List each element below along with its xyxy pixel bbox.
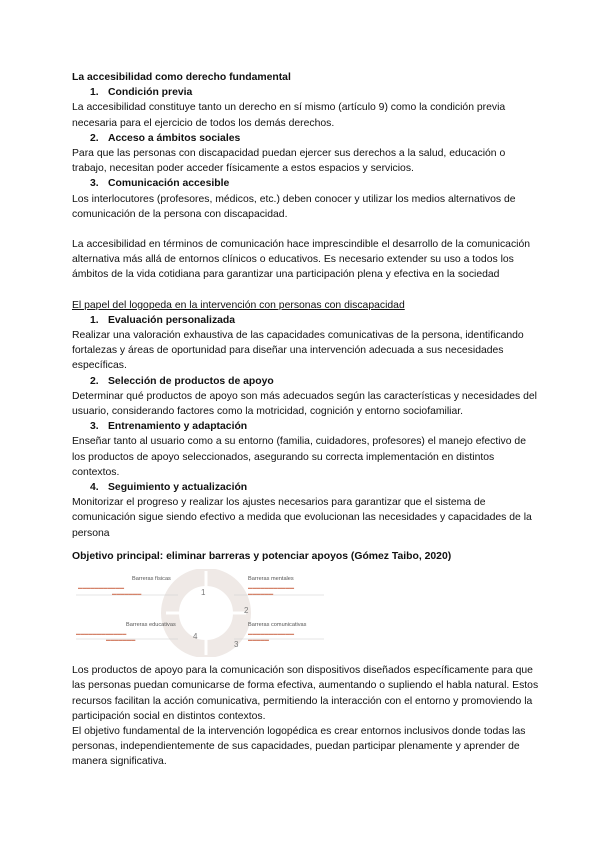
s2-item-1-heading: 1. Evaluación personalizada — [90, 314, 236, 326]
diagram-sub-text: ▬▬▬▬▬▬▬▬▬▬▬ — [78, 585, 125, 591]
cycle-number-3: 3 — [234, 640, 239, 650]
s2-item-3-text: Enseñar tanto al usuario como a su entorno (familia, cuidadores, profesores) el manejo efectivo de los productos de apoyo seleccionados, asegurando su correcta implementación en distintos contextos. — [72, 436, 526, 478]
s2-item-4-heading: 4. Seguimiento y actualización — [90, 482, 248, 494]
barriers-cycle-diagram — [72, 569, 328, 657]
section-title-accesibilidad: La accesibilidad como derecho fundamental — [72, 72, 291, 83]
s3-paragraph-1: Los productos de apoyo para la comunicación son dispositivos diseñados específicamente para que las personas puedan comunicarse de forma efectiva, aumentando o supliendo el habla natural. Estos recursos facilitan la acción comunicativa, permitiendo la interacción con el entorno y promoviendo la participación social en distintos contextos. — [72, 665, 539, 722]
s2-item-3-heading: 3. Entrenamiento y adaptación — [90, 421, 248, 433]
s1-item-3-heading: 3. Comunicación accesible — [90, 178, 230, 190]
s1-item-1-text: La accesibilidad constituye tanto un derecho en sí mismo (artículo 9) como la condición previa necesaria para el ejercicio de todos los demás derechos. — [72, 102, 506, 129]
s2-item-4-text: Monitorizar el progreso y realizar los ajustes necesarios para garantizar que el sistema de comunicación sigue siendo efectivo a medida que evolucionan las necesidades y capacidades de la persona — [72, 497, 532, 539]
s3-paragraph-2: El objetivo fundamental de la intervención logopédica es crear entornos inclusivos donde todas las personas, independientemente de sus capacidades, puedan participar plenamente y aprender de manera significativa. — [72, 725, 526, 768]
s1-item-3-text: Los interlocutores (profesores, médicos, etc.) deben conocer y utilizar los medios alternativos de comunicación de la persona con discapacidad. — [72, 193, 516, 220]
cycle-number-2: 2 — [244, 606, 249, 616]
s1-item-2-text: Para que las personas con discapacidad puedan ejercer sus derechos a la salud, educación o trabajo, necesitan poder acceder físicamente a estos espacios y servicios. — [72, 148, 506, 175]
diagram-sub-text: ▬▬▬▬▬▬ — [248, 591, 274, 597]
diagram-sub-text: ▬▬▬▬▬▬▬▬▬▬▬▬ — [76, 631, 127, 637]
diagram-label-barreras-fisicas: Barreras físicas — [132, 576, 171, 583]
diagram-sub-text: ▬▬▬▬▬▬▬▬▬▬▬ — [248, 585, 295, 591]
s1-item-1-heading: 1. Condición previa — [90, 87, 193, 99]
diagram-label-barreras-mentales: Barreras mentales — [248, 576, 294, 583]
cycle-number-4: 4 — [193, 632, 198, 642]
diagram-label-barreras-educativas: Barreras educativas — [126, 622, 176, 629]
section-title-logopeda: El papel del logopeda en la intervención con personas con discapacidad — [72, 299, 405, 311]
diagram-label-barreras-comunicativas: Barreras comunicativas — [248, 622, 307, 629]
spacer — [72, 283, 542, 298]
s2-item-2-heading: 2. Selección de productos de apoyo — [90, 375, 274, 387]
s2-item-2-text: Determinar qué productos de apoyo son más adecuados según las características y necesidades del usuario, considerando factores como la motricidad, cognición y entorno sociofamiliar. — [72, 390, 537, 418]
section-title-objetivo: Objetivo principal: eliminar barreras y potenciar apoyos (Gómez Taibo, 2020) — [72, 550, 452, 562]
diagram-sub-text: ▬▬▬▬▬▬▬▬▬▬▬ — [248, 631, 295, 637]
document-content — [72, 70, 542, 770]
diagram-sub-text: ▬▬▬▬▬ — [248, 637, 269, 643]
s2-item-1-text: Realizar una valoración exhaustiva de las capacidades comunicativas de la persona, identificando fortalezas y áreas de oportunidad para diseñar una intervención adecuada a sus necesidades específicas. — [72, 330, 524, 372]
cycle-number-1: 1 — [201, 588, 206, 598]
spacer — [72, 541, 542, 549]
spacer — [72, 222, 542, 237]
diagram-sub-text: ▬▬▬▬▬▬▬ — [112, 591, 142, 597]
s1-item-2-heading: 2. Acceso a ámbitos sociales — [90, 132, 241, 144]
diagram-sub-text: ▬▬▬▬▬▬▬ — [106, 637, 136, 643]
s1-paragraph: La accesibilidad en términos de comunicación hace imprescindible el desarrollo de la comunicación alternativa más allá de entornos clínicos o educativos. Es necesario extender su uso a todos los ámbitos de la vida cotidiana para garantizar una participación plena y efectiva en la sociedad — [72, 239, 531, 281]
